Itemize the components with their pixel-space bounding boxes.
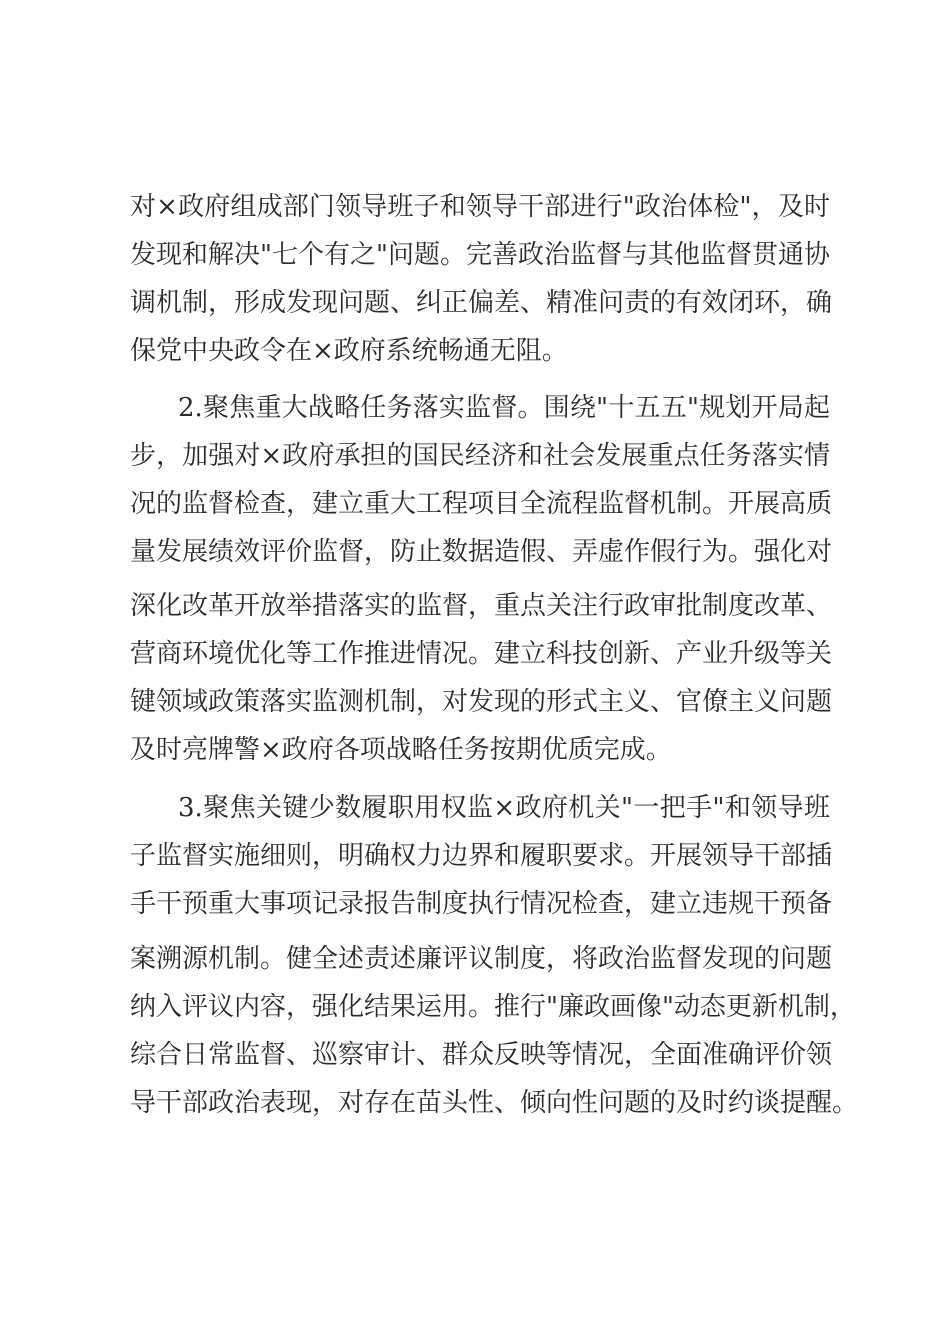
paragraph-2-line-7: 键领域政策落实监测机制，对发现的形式主义、官僚主义问题 [130, 687, 833, 717]
paragraph-3-line-7: 导干部政治表现，对存在苗头性、倾向性问题的及时约谈提醒。 [130, 1088, 859, 1118]
paragraph-1-line-4: 保党中央政令在×政府系统畅通无阻。 [130, 336, 568, 366]
paragraph-2-line-8: 及时亮牌警×政府各项战略任务按期优质完成。 [130, 735, 672, 765]
paragraph-1-line-2: 发现和解决"七个有之"问题。完善政治监督与其他监督贯通协 [130, 240, 830, 270]
paragraph-3-line-5: 纳入评议内容，强化结果运用。推行"廉政画像"动态更新机制， [130, 992, 856, 1022]
paragraph-2-line-5: 深化改革开放举措落实的监督，重点关注行政审批制度改革、 [130, 591, 833, 621]
paragraph-3-line-3: 手干预重大事项记录报告制度执行情况检查，建立违规干预备 [130, 889, 833, 919]
paragraph-3-line-4: 案溯源机制。健全述责述廉评议制度，将政治监督发现的问题 [130, 944, 833, 974]
paragraph-1-line-3: 调机制，形成发现问题、纠正偏差、精准问责的有效闭环，确 [130, 288, 833, 318]
paragraph-2-line-2: 步，加强对×政府承担的国民经济和社会发展重点任务落实情 [130, 441, 830, 471]
paragraph-2-line-3: 况的监督检查，建立重大工程项目全流程监督机制。开展高质 [130, 489, 833, 519]
paragraph-1-line-1: 对×政府组成部门领导班子和领导干部进行"政治体检"，及时 [130, 192, 830, 222]
paragraph-3-line-2: 子监督实施细则，明确权力边界和履职要求。开展领导干部插 [130, 841, 833, 871]
paragraph-3-line-1: 3.聚焦关键少数履职用权监×政府机关"一把手"和领导班 [178, 793, 830, 823]
paragraph-2-line-4: 量发展绩效评价监督，防止数据造假、弄虚作假行为。强化对 [130, 537, 833, 567]
paragraph-3-line-6: 综合日常监督、巡察审计、群众反映等情况，全面准确评价领 [130, 1040, 833, 1070]
paragraph-2-line-1: 2.聚焦重大战略任务落实监督。围绕"十五五"规划开局起 [178, 393, 830, 423]
paragraph-2-line-6: 营商环境优化等工作推进情况。建立科技创新、产业升级等关 [130, 639, 833, 669]
